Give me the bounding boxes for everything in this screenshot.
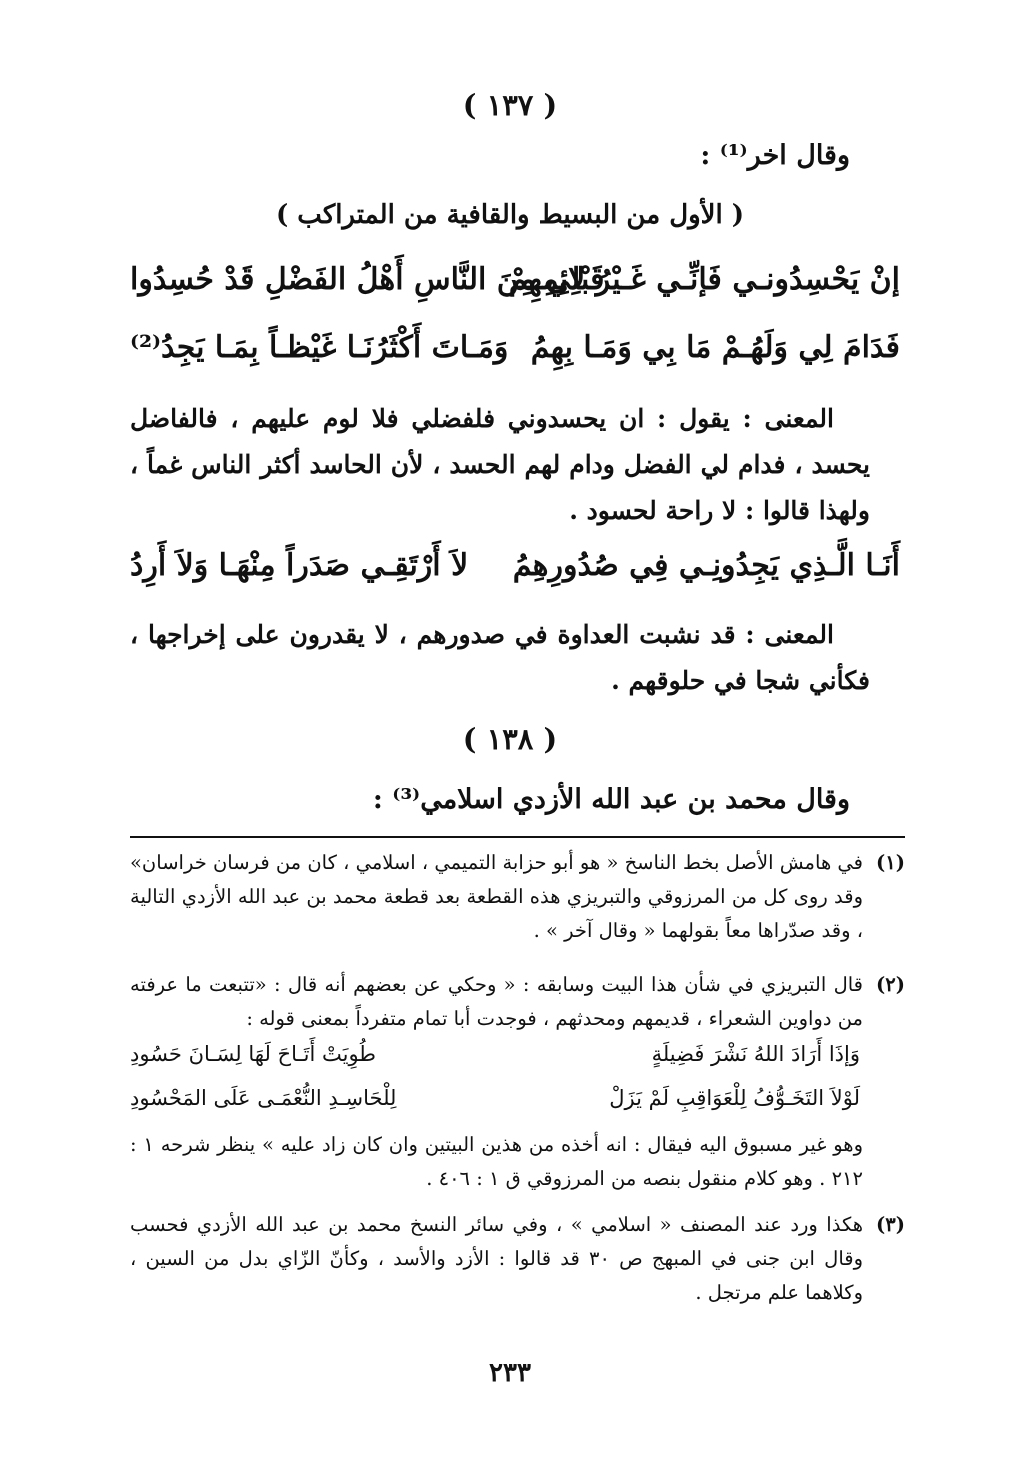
poem-number-138: ( ١٣٨ ) [462,722,558,756]
footnote-2-verse-2-first-hemistich: لَوْلاَ التَخَـوُّفُ لِلْعَوَاقِبِ لَمْ يَزَلْ [609,1086,860,1110]
meter-heading: ( الأول من البسيط والقافية من المتراكب ) [275,200,745,230]
verse-2-first-hemistich: فَدَامَ لِي وَلَهُـمْ مَا بِي وَمَـا بِهِمُ [530,330,900,365]
footnote-3 [130,1208,905,1310]
verse-3-second-hemistich: لاَ أَرْتَقِـي صَدَراً مِنْهَـا وَلاَ أَرِدُ [130,548,469,583]
page-number: ٢٣٣ [489,1358,531,1388]
verse-3 [130,548,900,604]
poem-number-137: ( ١٣٧ ) [462,88,558,122]
footnote-2-verse-1 [130,1042,860,1076]
verse-1-first-hemistich: إنْ يَحْسِدُونـي فَإنِّـي غَـيْرُ لائِمِهِمْ [508,262,900,297]
footnote-2-verse-2-second-hemistich: لِلْحَاسِـدِ النُّعْمَـى عَلَى المَحْسُودِ [130,1086,397,1110]
verse-1 [130,262,900,318]
footnote-2-text-after: وهو غير مسبوق اليه فيقال : انه أخذه من هذين البيتين وان كان زاد عليه » ينظر شرحه ١ : ٢١٢ . وهو كلام منقول بنصه من المرزوقي ق ١ : ٤٠٦ . [130,1133,863,1190]
meaning-1-text: المعنى : يقول : ان يحسدوني فلفضلي فلا لوم عليهم ، فالفاضل يحسد ، فدام لي الفضل ودام لهم الحسد ، لأن الحاسد أكثر الناس غماً ، ولهذا قالوا : لا راحة لحسود . [130,404,870,525]
verse-2 [130,330,900,386]
footnote-1-text: في هامش الأصل بخط الناسخ « هو أبو حزابة التميمي ، اسلامي ، كان من فرسان خراسان» وقد روى كل من المرزوقي والتبريزي هذه القطعة بعد قطعة محمد بن عبد الله الأزدي التالية ، وقد صدّراها معاً بقولهما « وقال آخر » . [130,851,863,942]
footnote-3-mark: (٣) [876,1213,905,1236]
footnote-2-mark: (٢) [876,973,905,996]
footnote-1 [130,846,905,948]
poem-intro-137: وقال اخر⁽¹⁾ : [700,140,850,171]
footnote-3-text: هكذا ورد عند المصنف « اسلامي » ، وفي سائر النسخ محمد بن عبد الله الأزدي فحسب وقال ابن جنى في المبهج ص ٣٠ قد قالوا : الأزد والأسد ، وكأنّ الزّاي بدل من السين ، وكلاهما علم مرتجل . [130,1213,863,1304]
meaning-2-text: المعنى : قد نشبت العداوة في صدورهم ، لا يقدرون على إخراجها ، فكأني شجا في حلوقهم . [130,620,870,695]
footnote-separator [130,836,905,838]
verse-1-second-hemistich: قَبْلِي مِنَ النَّاسِ أَهْلُ الفَضْلِ قَدْ حُسِدُوا [130,262,605,297]
meaning-paragraph-1 [130,396,870,534]
footnote-2-continuation [130,1128,905,1196]
footnote-1-mark: (١) [876,851,905,874]
poem-intro-138: وقال محمد بن عبد الله الأزدي اسلامي⁽³⁾ : [372,784,850,815]
footnote-2-text: قال التبريزي في شأن هذا البيت وسابقه : « وحكي عن بعضهم أنه قال : «تتبعت ما عرفته من دواوين الشعراء ، قديمهم ومحدثهم ، فوجدت أبا تمام متفرداً بمعنى قوله : [130,973,863,1030]
footnote-2-verse-1-first-hemistich: وَإذَا أَرَادَ اللهُ نَشْرَ فَضِيلَةٍ [651,1042,860,1066]
verse-3-first-hemistich: أَنَـا الَّـذِي يَجِدُونِـي فِي صُدُورِهِمُ [512,548,900,583]
footnote-2-verse-1-second-hemistich: طُوِيَتْ أَتَـاحَ لَهَا لِسَـانَ حَسُودِ [130,1042,377,1066]
footnote-2 [130,968,905,1036]
footnote-2-verse-2 [130,1086,860,1120]
verse-2-second-hemistich: وَمَـاتَ أَكْثَرُنَـا غَيْظـاً بِمَـا يَجِدُ⁽²⁾ [130,330,509,365]
meaning-paragraph-2 [130,612,870,704]
